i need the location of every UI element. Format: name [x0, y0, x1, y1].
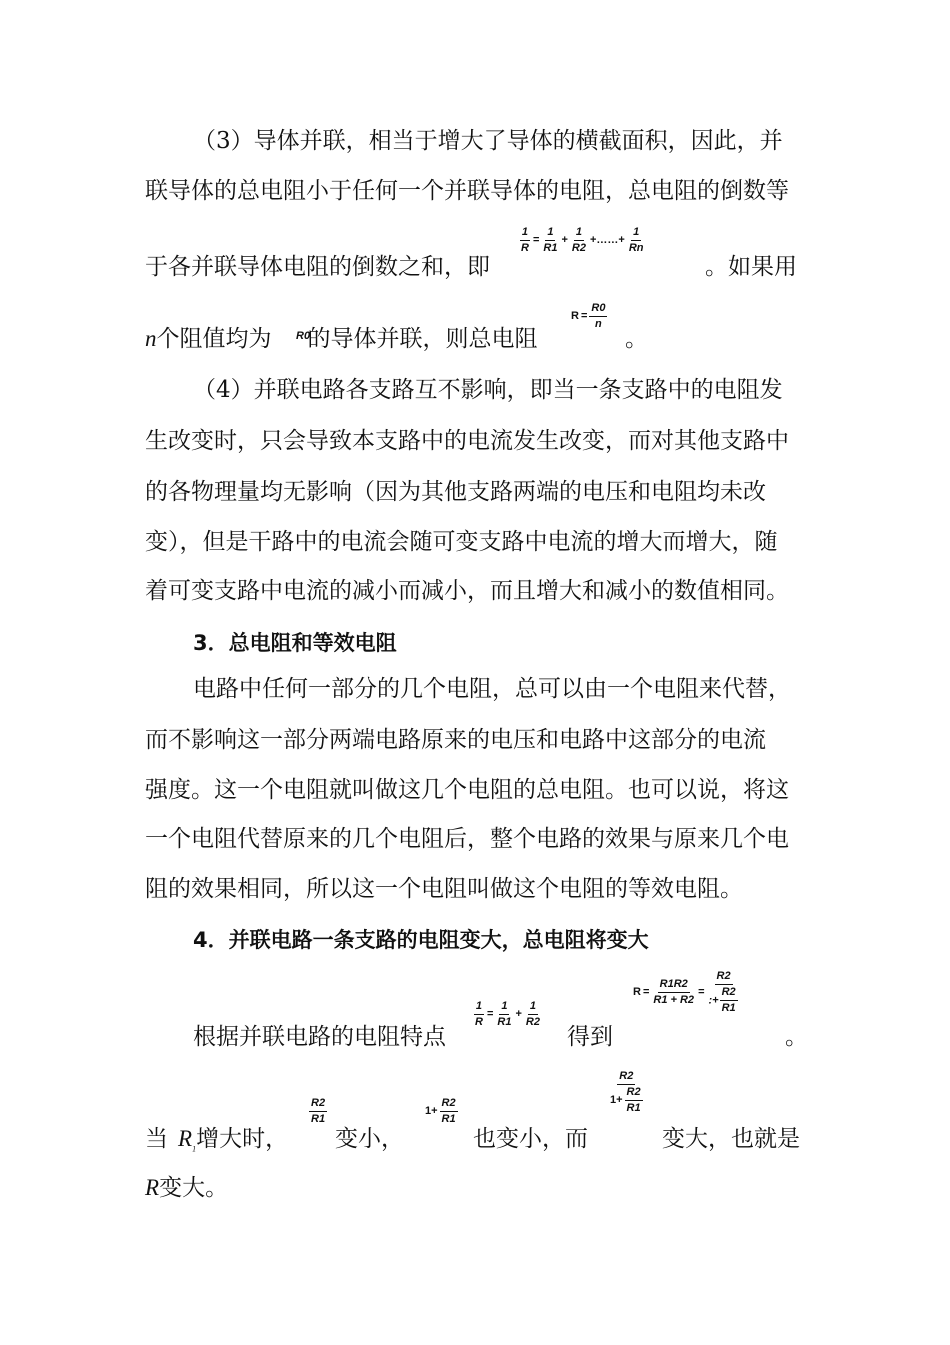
formula-two-resistor-reciprocal: $\frac{1}{R}$ = $\frac{1}{R1}$ + $\frac{1}{R2}$: [475, 1000, 540, 1028]
section-heading-4: 4．并联电路一条支路的电阻变大，总电阻将变大: [193, 928, 649, 952]
section-4-line-1-a: 根据并联电路的电阻特点: [193, 1024, 446, 1050]
section-4-line-1-b: 得到: [567, 1024, 613, 1050]
paragraph-3-line-4-end: 。: [625, 326, 648, 352]
paragraph-3-line-3-start: 于各并联导体电阻的倒数之和，即: [145, 254, 490, 280]
section-4-line-2-d: 也变小，而: [473, 1126, 588, 1152]
paragraph-3-line-3-end: 。如果用: [705, 254, 797, 280]
section-3-line-3: 强度。这一个电阻就叫做这几个电阻的总电阻。也可以说，将这: [145, 777, 789, 803]
paragraph-4-line-5: 着可变支路中电流的减小而减小，而且增大和减小的数值相同。: [145, 578, 789, 604]
section-4-line-2: 当 $R_1$增大时，: [145, 1126, 289, 1154]
section-heading-3: 3．总电阻和等效电阻: [193, 631, 397, 655]
section-3-line-1: 电路中任何一部分的几个电阻，总可以由一个电阻来代替，: [193, 676, 791, 702]
formula-r2-over-r1: $\frac{R2}{R1}$: [311, 1097, 326, 1125]
formula-one-plus-r2-over-r1: 1+ $\frac{R2}{R1}$: [425, 1097, 456, 1125]
formula-r-equals-r0-over-n: R = $\frac{R0}{n}$: [571, 302, 606, 330]
formula-r0: R0: [296, 330, 311, 342]
section-4-line-3: R变大。: [145, 1175, 229, 1201]
section-4-line-2-e: 变大，也就是: [662, 1126, 800, 1152]
paragraph-4-line-2: 生改变时，只会导致本支路中的电流发生改变，而对其他支路中: [145, 428, 789, 454]
section-3-line-4: 一个电阻代替原来的几个电阻后，整个电路的效果与原来几个电: [145, 826, 789, 852]
section-3-line-2: 而不影响这一部分两端电路原来的电压和电路中这部分的电流: [145, 727, 766, 753]
paragraph-3-line-1: （3）导体并联，相当于增大了导体的横截面积，因此，并: [193, 128, 783, 154]
section-4-line-1-end: 。: [785, 1024, 808, 1050]
section-4-line-2-c: 变小，: [335, 1126, 404, 1152]
paragraph-4-line-1: （4）并联电路各支路互不影响，即当一条支路中的电阻发: [193, 377, 783, 403]
section-3-line-5: 阻的效果相同，所以这一个电阻叫做这个电阻的等效电阻。: [145, 876, 743, 902]
formula-r-product-over-sum: R = $\frac{R1R2}{R1 + R2}$ = R2 :+ $\frac{R2}{R1}$: [633, 970, 736, 1014]
paragraph-4-line-3: 的各物理量均无影响（因为其他支路两端的电压和电阻均未改: [145, 479, 766, 505]
paragraph-3-line-4: n个阻值均为 的导体并联，则总电阻: [145, 326, 538, 352]
formula-parallel-reciprocal-sum: $\frac{1}{R}$ = $\frac{1}{R1}$ + $\frac{1}{R2}$ +……+ $\frac{1}{Rn}$: [521, 226, 644, 254]
formula-r2-over-one-plus-ratio: R2 1+ $\frac{R2}{R1}$: [610, 1070, 641, 1114]
paragraph-4-line-4: 变），但是干路中的电流会随可变支路中电流的增大而增大，随: [145, 529, 778, 555]
paragraph-3-line-2: 联导体的总电阻小于任何一个并联导体的电阻，总电阻的倒数等: [145, 178, 789, 204]
